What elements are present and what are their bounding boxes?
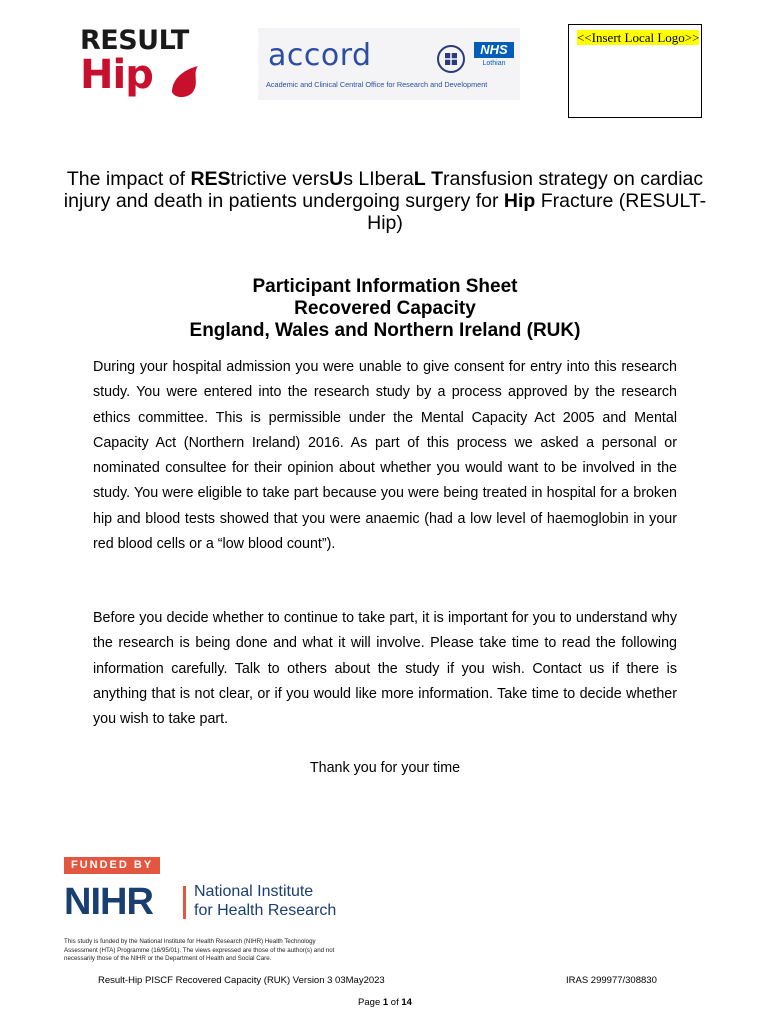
heading-line-3: England, Wales and Northern Ireland (RUK) xyxy=(189,320,581,341)
local-logo-text: <<Insert Local Logo>> xyxy=(577,30,700,45)
title-bold-part: T xyxy=(431,168,443,190)
funded-by-badge: FUNDED BY xyxy=(64,857,160,874)
title-part: Fracture (RESULT-Hip) xyxy=(367,190,707,234)
accord-nhs-logo xyxy=(258,28,520,100)
logo-line-result: RESULT xyxy=(80,25,189,56)
logo-line-hip: Hip xyxy=(80,52,153,98)
university-crest-icon xyxy=(434,44,468,74)
page-number xyxy=(0,997,770,1008)
footer-document-version: Result-Hip PISCF Recovered Capacity (RUK) Version 3 03May2023 xyxy=(98,975,385,986)
study-title xyxy=(60,168,710,234)
title-bold-part: U xyxy=(329,168,344,190)
blood-drop-icon xyxy=(168,64,204,98)
local-logo-placeholder xyxy=(568,24,702,118)
nihr-divider xyxy=(183,886,186,919)
page-of: of xyxy=(388,997,402,1008)
title-part: s LIbera xyxy=(343,168,414,190)
title-bold-part: Hip xyxy=(503,190,536,212)
title-part: ransfusion strategy on cardiac injury and death in patients undergoing surgery for xyxy=(63,168,704,212)
thank-you-text: Thank you for your time xyxy=(309,760,461,776)
nihr-full-name xyxy=(194,882,336,920)
accord-wordmark: accord xyxy=(268,38,372,73)
page-label: Page xyxy=(358,997,383,1008)
page-total: 14 xyxy=(401,997,412,1008)
result-hip-logo xyxy=(80,26,210,104)
funding-disclaimer: This study is funded by the National Institute for Health Research (NIHR) Health Technology Assessment (HTA) Programme (16/95/01). The views expressed are those of the author(s) and not necessarily those of the NIHR or the Department of Health and Social Care. xyxy=(64,938,335,963)
accord-tagline: Academic and Clinical Central Office for Research and Development xyxy=(266,80,488,89)
title-part: The impact of xyxy=(66,168,191,190)
footer-iras-number: IRAS 299977/308830 xyxy=(566,975,657,986)
nihr-name-line-1: National Institute xyxy=(194,883,314,900)
sheet-heading xyxy=(60,276,710,342)
nihr-acronym: NIHR xyxy=(64,881,153,923)
title-bold-part: L xyxy=(413,168,426,190)
page-current: 1 xyxy=(382,997,389,1008)
heading-line-2: Recovered Capacity xyxy=(294,298,476,319)
heading-line-1: Participant Information Sheet xyxy=(252,276,518,297)
title-bold-part: RES xyxy=(190,168,231,190)
nihr-name-line-2: for Health Research xyxy=(194,902,337,919)
title-part: trictive vers xyxy=(230,168,330,190)
nhs-badge: NHS xyxy=(474,42,514,58)
nhs-lothian-label: Lothian xyxy=(482,60,506,67)
body-paragraph-1: During your hospital admission you were unable to give consent for entry into this research study. You were entered into the research study by a process approved by the research ethics committee. This is permissible under the Mental Capacity Act 2005 and Mental Capacity Act (Northern Ireland) 2016. As part of this process we asked a personal or nominated consultee for their opinion about whether you would want to be involved in the study. You were eligible to take part because you were being treated in hospital for a broken hip and blood tests showed that you were anaemic (had a low level of haemoglobin in your red blood cells or a “low blood count”). xyxy=(93,359,677,553)
body-paragraph-2: Before you decide whether to continue to take part, it is important for you to understand why the research is being done and what it will involve. Please take time to read the following information carefully. Talk to others about the study if you wish. Contact us if there is anything that is not clear, or if you would like more information. Take time to decide whether you wish to take part. xyxy=(93,610,677,728)
